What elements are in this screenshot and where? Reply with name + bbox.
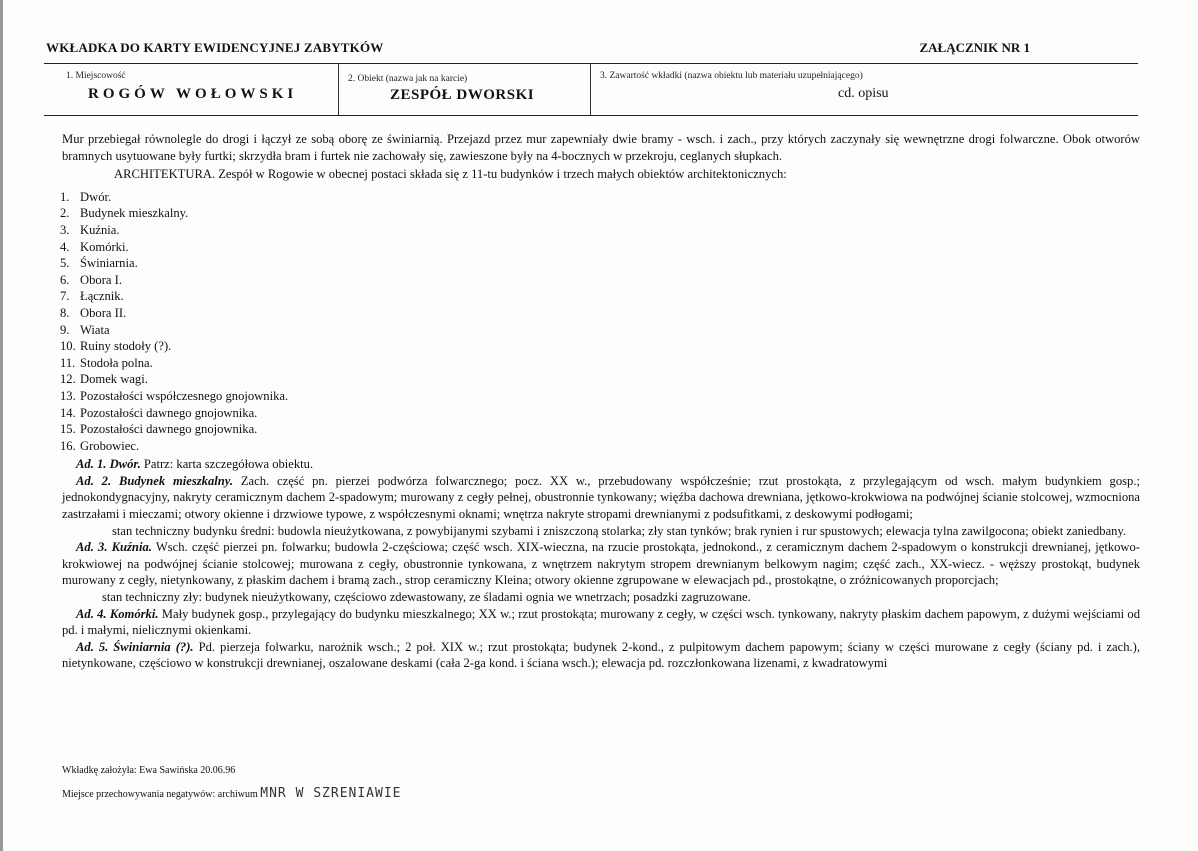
list-text: Grobowiec. [80,438,140,453]
list-text: Ruiny stodoły (?). [80,339,172,354]
ad2-text: Zach. część pn. pierzei podwórza folwarcznego; pocz. XX w., przebudowany współcześnie; rzut prostokąta, z przylegającym od wsch. małym budynkiem gosp.; jednokondygnacyjny, nakryty ceramicznym dachem 2-spadowym; murowany z cegły pełnej, obustronnie tynkowany; więźba dachowa drewniana, jętkowo-krokwiowa na podwójnej ścianie stolcowej, wzmocniona zastrzałami i mieczami; otwory okienne i drzwiowe typowe, z współczesnymi oknami; wnętrza nakryte stropami drewnianymi z podsufitkami, z deskowymi podłogami; [62,473,1140,522]
architecture-paragraph: ARCHITEKTURA. Zespół w Rogowie w obecnej postaci składa się z 11-tu budynków i trzech małych obiektów architektonicznych: [114,167,787,182]
list-number: 14. [60,405,76,420]
ad5-heading: Ad. 5. Świniarnia (?). [76,639,194,654]
field-divider-1 [338,64,339,115]
list-number: 7. [60,289,70,304]
ad3-paragraph [62,539,1140,589]
list-number: 10. [60,339,76,354]
document-title: WKŁADKA DO KARTY EWIDENCYJNEJ ZABYTKÓW [46,40,384,55]
header-rule-bottom [44,115,1138,116]
archive-label: Miejsce przechowywania negatywów: archiwum [62,789,258,800]
building-list-item [60,421,1140,438]
building-list [60,189,1140,455]
list-number: 16. [60,438,76,453]
list-number: 15. [60,422,76,437]
ad1-text: Patrz: karta szczegółowa obiektu. [140,457,314,472]
list-number: 5. [60,256,70,271]
list-number: 8. [60,305,70,320]
annex-number: ZAŁĄCZNIK NR 1 [919,40,1030,55]
list-text: Pozostałości dawnego gnojownika. [80,422,258,437]
list-number: 4. [60,239,70,254]
ad3-state: stan techniczny zły: budynek nieużytkowany, częściowo zdewastowany, ze śladami ognia we wnetrzach; posadzki zagruzowane. [102,590,751,605]
field-object-label: 2. Obiekt (nazwa jak na karcie) [348,74,468,84]
list-number: 11. [60,355,76,370]
field-object-value: ZESPÓŁ DWORSKI [390,87,535,103]
ad1-paragraph [62,456,1140,473]
building-list-item [60,239,1140,256]
ad3-heading: Ad. 3. Kuźnia. [76,540,152,555]
building-list-item [60,438,1140,455]
building-list-item [60,189,1140,206]
archive-handwritten: MNR W SZRENIAWIE [260,786,402,801]
archive-note [62,786,402,801]
list-text: Budynek mieszkalny. [80,206,189,221]
ad3-text: Wsch. część pierzei pn. folwarku; budowla 2-częściowa; część wsch. XIX-wieczna, na rzucie prostokąta, jednokond., z ceramicznym dachem 2-spadowym o konstrukcji drewnianej, jętkowo-krokwiowej na podwójnej ścianie stolcowej; murowana z cegły, obustronnie tynkowana, z wnętrzem nakrytym stropem drewnianym belkowym nagim; część zach., XX-wiecz. - węższy prostokąt, budynek murowany z cegły, nietynkowany, z płaskim dachem i bramą zach., strop ceramiczny Kleina; otwory okienne zgrupowane w elewacjach pd., prostokątne, o zróżnicowanych proporcjach; [62,540,1141,588]
author-note: Wkładkę założyła: Ewa Sawińska 20.06.96 [62,765,236,776]
field-divider-2 [590,64,591,115]
list-text: Kuźnia. [80,222,120,237]
field-content-label: 3. Zawartość wkładki (nazwa obiektu lub materiału uzupełniającego) [600,71,863,81]
list-number: 3. [60,222,70,237]
building-list-item [60,371,1140,388]
list-number: 9. [60,322,70,337]
list-text: Pozostałości współczesnego gnojownika. [80,388,289,403]
building-list-item [60,255,1140,272]
list-text: Komórki. [80,239,129,254]
building-list-item [60,338,1140,355]
building-list-item [60,288,1140,305]
ad4-heading: Ad. 4. Komórki. [76,606,159,621]
list-text: Pozostałości dawnego gnojownika. [80,405,258,420]
building-list-item [60,222,1140,239]
list-text: Obora II. [80,305,127,320]
building-list-item [60,355,1140,372]
list-number: 12. [60,372,76,387]
ad4-text: Mały budynek gosp., przylegający do budynku mieszkalnego; XX w.; rzut prostokąta; murowany z cegły, w części wsch. tynkowany, nakryty płaskim dachem papowym, z dużymi wejściami od pd. i małymi, nielicznymi okienkami. [62,606,1140,638]
field-content-value: cd. opisu [838,86,889,101]
list-text: Łącznik. [80,289,124,304]
scan-edge [0,0,3,851]
header-rule-top [44,63,1138,64]
ad5-text: Pd. pierzeja folwarku, narożnik wsch.; 2 poł. XIX w.; rzut prostokąta; budynek 2-kond., z pulpitowym dachem papowym; ściany w części murowane z cegły (ściany pd. i zach.), nietynkowane, częściowo w konstrukcji drewnianej, oszalowane deskami (cała 2-ga kond. i ściana wsch.); elewacja pd. rozczłonkowana lizenami, z kwadratowymi [62,639,1140,671]
building-list-item [60,405,1140,422]
document-body [62,131,1140,672]
list-number: 1. [60,189,70,204]
building-list-item [60,322,1140,339]
building-list-item [60,272,1140,289]
ad2-state: stan techniczny budynku średni: budowla nieużytkowana, z powybijanymi szybami i zniszczoną stolarka; zły stan tynków; brak rynien i rur spustowych; elewacja tylna zawilgocona; obiekt zaniedbany. [112,523,1127,538]
building-list-item [60,305,1140,322]
list-number: 13. [60,388,76,403]
list-text: Stodoła polna. [80,355,153,370]
field-locality-label: 1. Miejscowość [66,71,126,81]
ad4-paragraph [62,606,1140,639]
building-list-item [60,388,1140,405]
field-locality-value: ROGÓW WOŁOWSKI [88,86,298,102]
ad2-paragraph [62,473,1140,523]
list-text: Domek wagi. [80,372,148,387]
list-number: 6. [60,272,70,287]
list-text: Obora I. [80,272,122,287]
list-text: Świniarnia. [80,256,138,271]
building-list-item [60,205,1140,222]
ad2-heading: Ad. 2. Budynek mieszkalny. [76,473,234,488]
intro-paragraph: Mur przebiegał równolegle do drogi i łączył ze sobą oborę ze świniarnią. Przejazd przez mur zapewniały dwie bramy - wsch. i zach., przy których zaczynały się wewnętrzne drogi folwarczne. Obok otworów bramnych usytuowane były furtki; skrzydła bram i furtek nie zachowały się, zawieszone były na 4-bocznych w przekroju, ceglanych słupkach. [62,132,1140,163]
ad5-paragraph [62,639,1140,672]
list-number: 2. [60,206,70,221]
ad1-heading: Ad. 1. Dwór. [76,457,141,472]
list-text: Dwór. [80,189,112,204]
list-text: Wiata [80,322,110,337]
